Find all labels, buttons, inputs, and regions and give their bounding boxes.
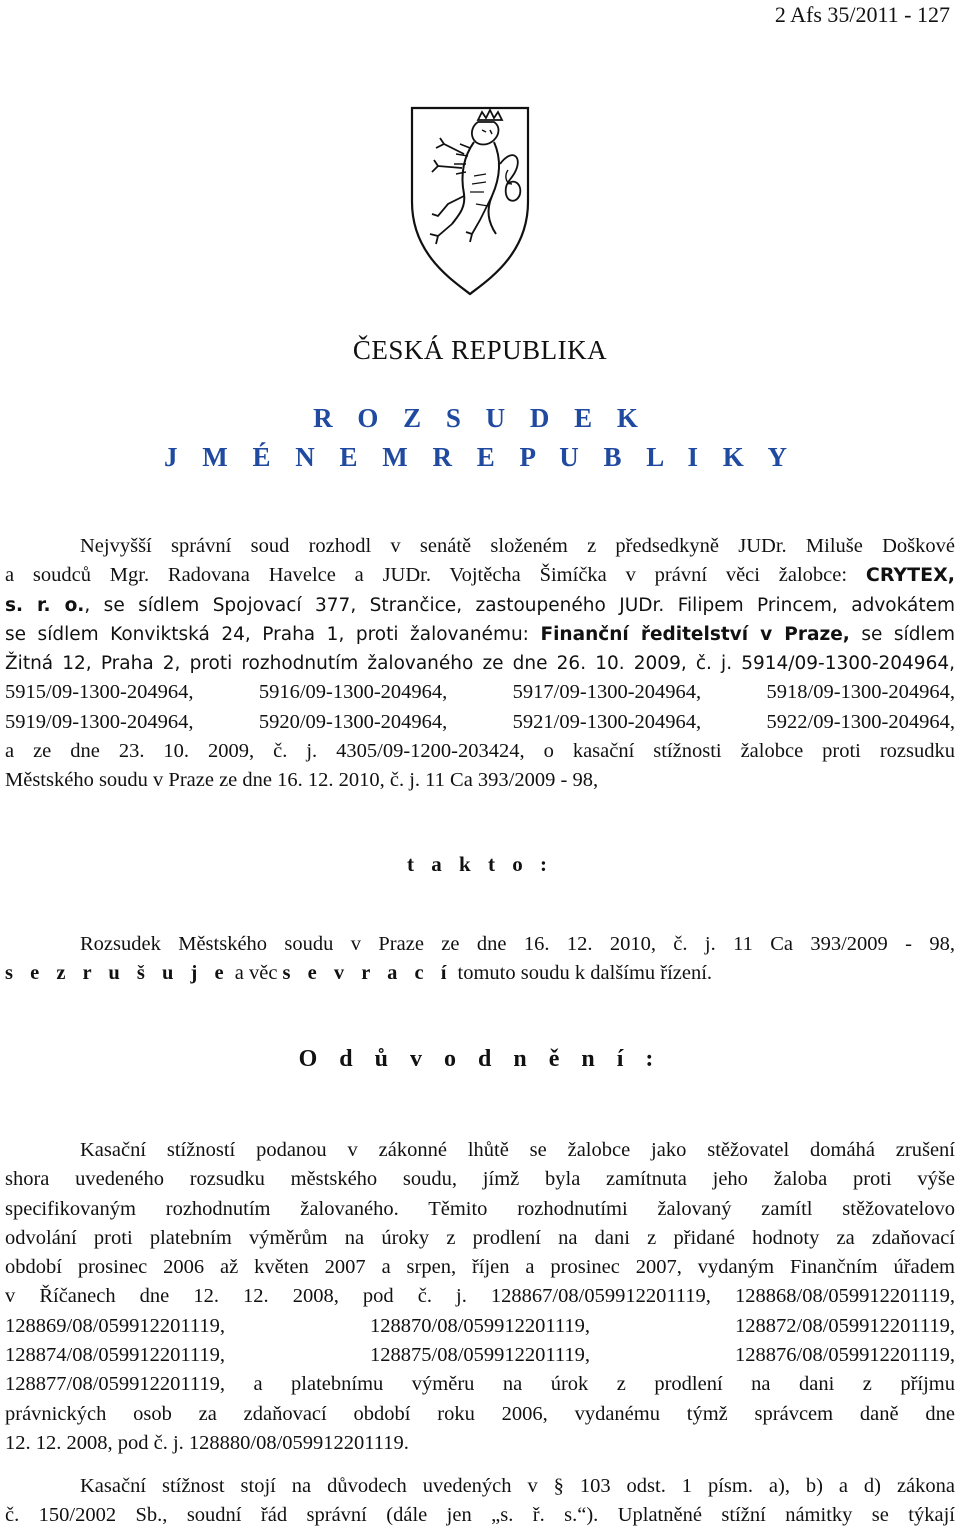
takto-heading: t a k t o : [407, 852, 553, 876]
reasoning-line: 12. 12. 2008, pod č. j. 128880/08/059912201119. [5, 1431, 409, 1454]
text-span: , se sídlem Spojovací 377, Strančice, zastoupeného JUDr. Filipem Princem, advokátem [84, 594, 955, 616]
intro-paragraph [5, 532, 955, 796]
judgment-title: R O Z S U D E K [313, 403, 647, 433]
intro-line [5, 620, 955, 649]
coat-of-arms-emblem [408, 104, 532, 298]
text-span: se sídlem [849, 623, 955, 645]
verdict-line [5, 959, 955, 988]
annul-word: s e z r u š u j e [5, 962, 230, 985]
reasoning-line: specifikovaným rozhodnutím žalovaného. Těmito rozhodnutími žalovaný zamítl stěžovatelovo [5, 1197, 955, 1220]
reasoning-line: období prosinec 2006 až květen 2007 a srpen, říjen a prosinec 2007, vydaným Finančním úřadem [5, 1256, 955, 1279]
in-name-of-republic-title: J M É N E M R E P U B L I K Y [163, 442, 797, 472]
intro-line: a ze dne 23. 10. 2009, č. j. 4305/09-1200-203424, o kasační stížnosti žalobce proti rozsudku [5, 740, 955, 763]
text-span: tomuto soudu k dalšímu řízení. [452, 962, 713, 985]
reasoning-line: v Říčanech dne 12. 12. 2008, pod č. j. 128867/08/059912201119, 128868/08/059912201119, [5, 1285, 955, 1308]
intro-line: 5919/09-1300-204964, 5920/09-1300-204964, 5921/09-1300-204964, 5922/09-1300-204964, [5, 710, 955, 733]
intro-line: 5915/09-1300-204964, 5916/09-1300-204964, 5917/09-1300-204964, 5918/09-1300-204964, [5, 681, 955, 704]
cassation-line: č. 150/2002 Sb., soudní řád správní (dále jen „s. ř. s.“). Uplatněné stížní námitky se týkají [5, 1504, 955, 1527]
reasoning-line: 128874/08/059912201119, 128875/08/059912201119, 128876/08/059912201119, [5, 1344, 955, 1367]
reasoning-line: odvolání proti platebním výměrům na úroky z prodlení na dani z přidané hodnoty za zdaňovací [5, 1226, 955, 1249]
verdict-line: Rozsudek Městského soudu v Praze ze dne 16. 12. 2010, č. j. 11 Ca 393/2009 - 98, [80, 933, 955, 955]
return-word: s e v r a c í [282, 962, 453, 985]
state-name-heading: ČESKÁ REPUBLIKA [352, 335, 608, 365]
cassation-paragraph [5, 1472, 955, 1531]
intro-line: Žitná 12, Praha 2, proti rozhodnutím žalovaného ze dne 26. 10. 2009, č. j. 5914/09-1300-204964, [5, 653, 955, 675]
reasoning-line: 128877/08/059912201119, a platebnímu výměru na úrok z prodlení na dani z příjmu [5, 1373, 955, 1396]
verdict-paragraph [5, 930, 955, 989]
reasoning-heading: O d ů v o d n ě n í : [298, 1046, 662, 1072]
reasoning-line: 128869/08/059912201119, 128870/08/059912201119, 128872/08/059912201119, [5, 1314, 955, 1337]
plaintiff-name: CRYTEX, [865, 564, 955, 587]
text-span: se sídlem Konviktská 24, Praha 1, proti žalovanému: [5, 623, 541, 645]
plaintiff-legal-form: s. r. o. [5, 594, 85, 616]
reasoning-paragraph [5, 1136, 955, 1458]
cassation-line: Kasační stížnost stojí na důvodech uvedených v § 103 odst. 1 písm. a), b) a d) zákona [80, 1475, 955, 1497]
intro-line [5, 561, 955, 590]
intro-line [5, 591, 955, 620]
reasoning-line: Kasační stížností podanou v zákonné lhůtě se žalobce jako stěžovatel domáhá zrušení [80, 1139, 955, 1161]
intro-line: Nejvyšší správní soud rozhodl v senátě složeném z předsedkyně JUDr. Miluše Doškové [80, 535, 955, 557]
defendant-name: Finanční ředitelství v Praze, [540, 623, 850, 645]
reasoning-line: právnických osob za zdaňovací období roku 2006, vydanému týmž správcem daně dne [5, 1402, 955, 1425]
text-span: a soudců Mgr. Radovana Havelce a JUDr. Vojtěcha Šimíčka v právní věci žalobce: [5, 564, 866, 587]
document-reference: 2 Afs 35/2011 - 127 [774, 2, 950, 27]
lion-icon [408, 104, 532, 298]
text-span: a věc [229, 962, 283, 985]
intro-line: Městského soudu v Praze ze dne 16. 12. 2010, č. j. 11 Ca 393/2009 - 98, [5, 769, 599, 792]
reasoning-line: shora uvedeného rozsudku městského soudu, jímž byla zamítnuta jeho žaloba proti výše [5, 1168, 955, 1191]
